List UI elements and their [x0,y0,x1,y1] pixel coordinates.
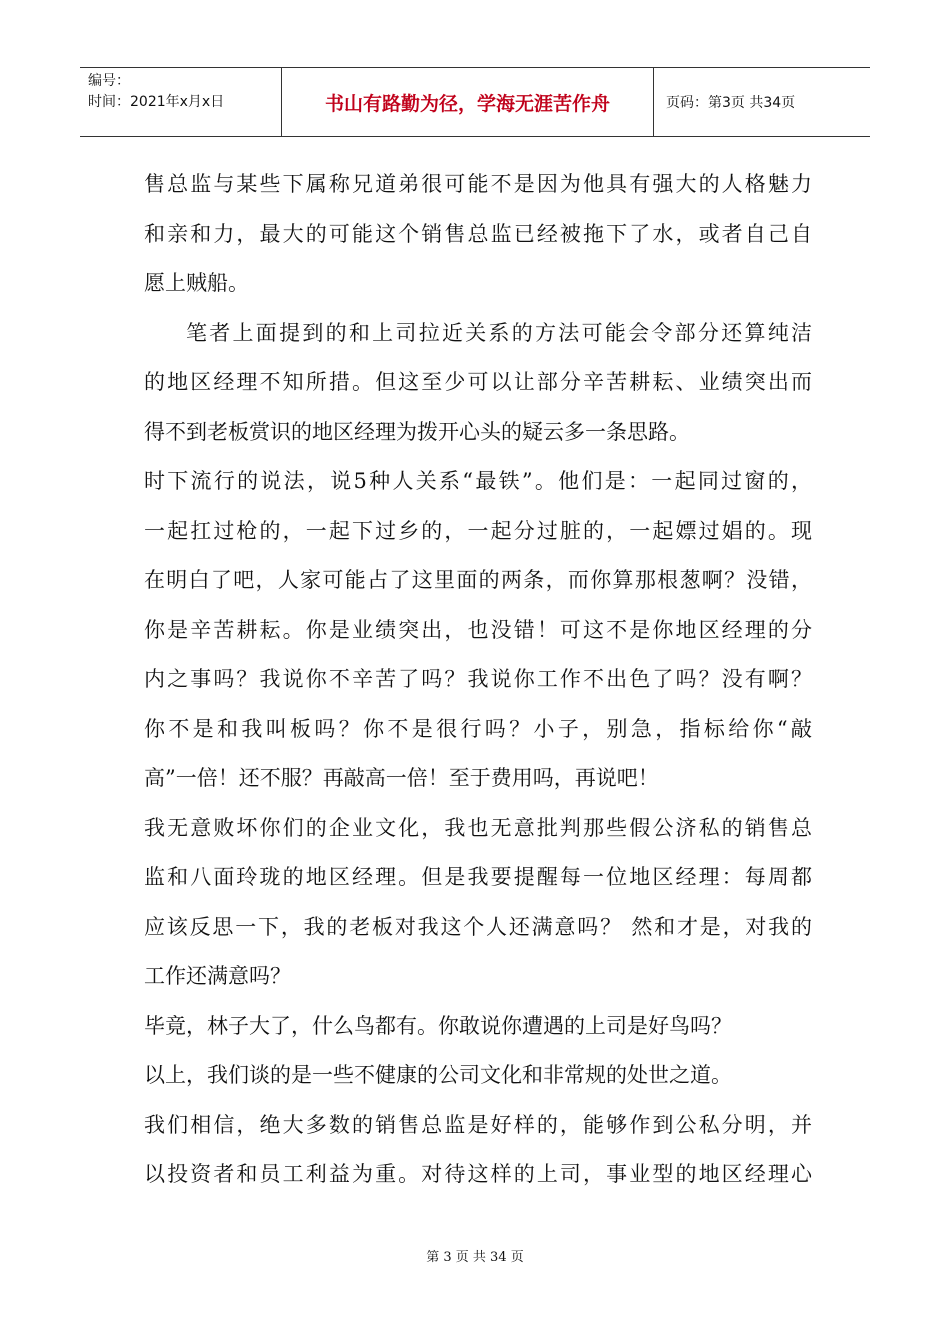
doc-time-label: 时间：2021年x月x日 [88,94,225,110]
body-line: 在明白了吧，人家可能占了这里面的两条，而你算那根葱啊？没错， [144,568,812,592]
body-line: 我们相信，绝大多数的销售总监是好样的，能够作到公私分明，并 [144,1112,812,1137]
body-line: 毕竟，林子大了，什么鸟都有。你敢说你遭遇的上司是好鸟吗？ [144,1013,732,1038]
body-line: 和亲和力，最大的可能这个销售总监已经被拖下了水，或者自己自 [144,221,812,246]
body-line: 售总监与某些下属称兄道弟很可能不是因为他具有强大的人格魅力 [144,172,812,196]
body-line: 我无意败坏你们的企业文化，我也无意批判那些假公济私的销售总 [144,815,812,840]
doc-code-label: 编号： [88,73,130,89]
body-line: 时下流行的说法，说5种人关系“最铁”。他们是：一起同过窗的， [144,469,812,493]
body-line: 以投资者和员工利益为重。对待这样的上司，事业型的地区经理心 [144,1162,812,1186]
page-footer: 第 3 页 共 34 页 [426,1250,524,1265]
body-line: 笔者上面提到的和上司拉近关系的方法可能会令部分还算纯洁 [186,320,812,345]
body-line: 的地区经理不知所措。但这至少可以让部分辛苦耕耘、业绩突出而 [144,370,812,394]
body-line: 一起扛过枪的，一起下过乡的，一起分过脏的，一起嫖过娼的。现 [144,518,812,543]
body-line: 得不到老板赏识的地区经理为拨开心头的疑云多一条思路。 [144,419,690,444]
body-line: 以上，我们谈的是一些不健康的公司文化和非常规的处世之道。 [144,1063,732,1087]
body-line: 监和八面玲珑的地区经理。但是我要提醒每一位地区经理：每周都 [144,865,812,889]
body-line: 愿上贼船。 [144,271,249,295]
body-line: 工作还满意吗？ [144,964,291,988]
header-meta [80,68,282,136]
body-line: 你不是和我叫板吗？你不是很行吗？小子，别急，指标给你“敲 [144,716,812,741]
body-line: 内之事吗？我说你不辛苦了吗？我说你工作不出色了吗？没有啊？ [144,667,812,691]
body-line: 你是辛苦耕耘。你是业绩突出，也没错！可这不是你地区经理的分 [144,617,812,642]
header-motto: 书山有路勤为径，学海无涯苦作舟 [282,68,654,136]
header-page-label: 页码：第3页 共34页 [666,95,796,111]
page-header [80,67,870,137]
document-body [144,160,812,1200]
body-line: 高”一倍！还不服？再敲高一倍！至于费用吗，再说吧！ [144,766,659,790]
body-line: 应该反思一下，我的老板对我这个人还满意吗？ 然和才是，对我的 [144,914,812,939]
